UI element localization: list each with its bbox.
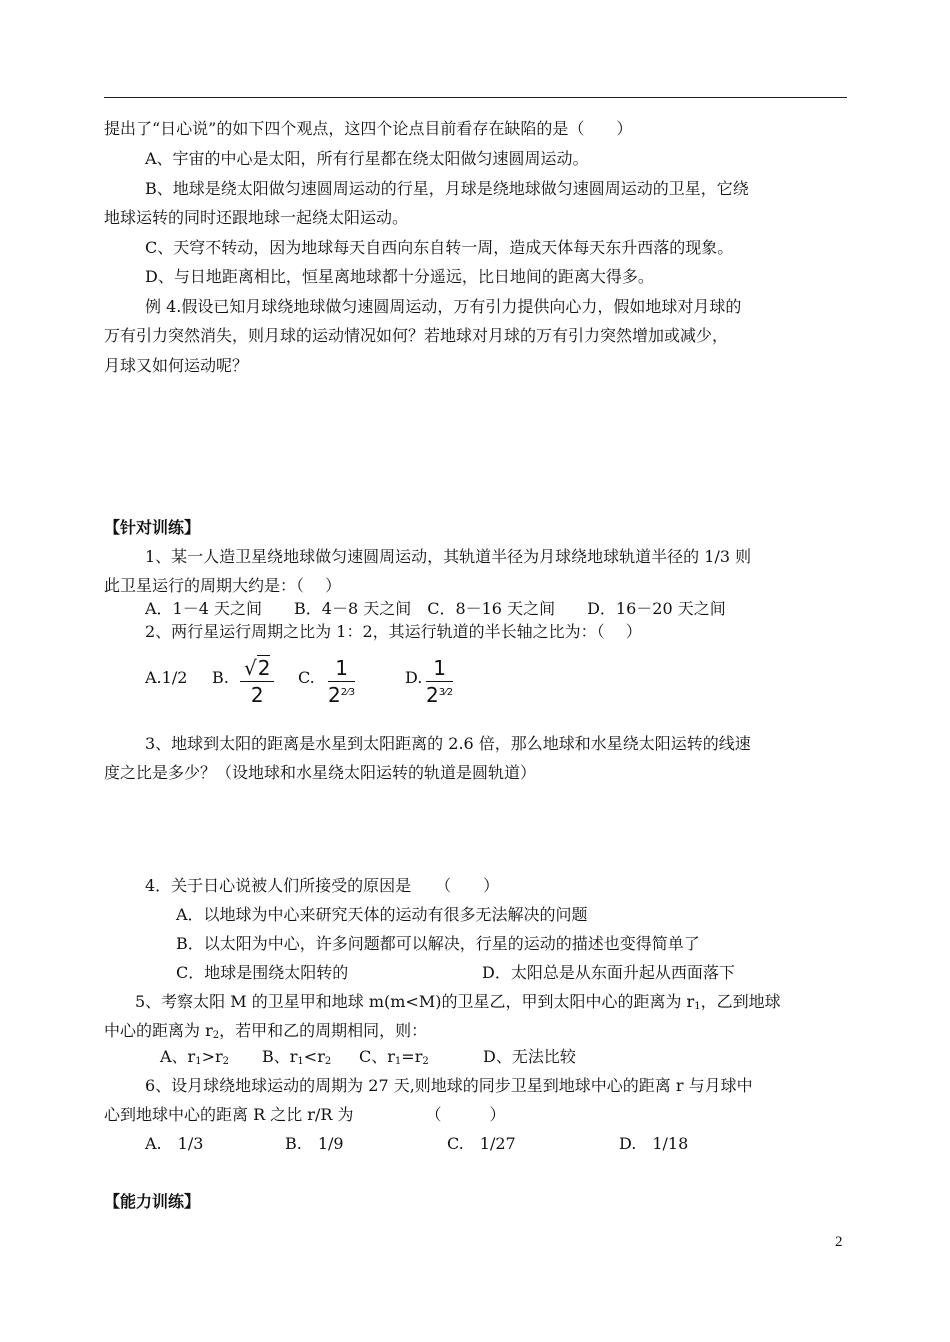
q3-line1: 3、地球到太阳的距离是水星到太阳距离的 2.6 倍，那么地球和水星绕太阳运转的线速 [145,734,751,753]
q2-option-a: A.1/2 [145,668,188,687]
q2-c-base: 2 [328,683,341,707]
q3-line2: 度之比是多少？（设地球和水星绕太阳运转的轨道是圆轨道） [104,763,537,782]
q2-option-b-fraction: √2 2 [240,655,274,708]
q6-option-d: D. 1/18 [619,1134,689,1153]
page-number: 2 [835,1234,843,1250]
q6-option-b: B. 1/9 [285,1134,344,1153]
q1-line1: 1、某一人造卫星绕地球做匀速圆周运动，其轨道半径为月球绕地球轨道半径的 1/3 则 [145,547,752,566]
q4-stem: 4．关于日心说被人们所接受的原因是 （ ） [145,876,500,895]
q6-line2: 心到地球中心的距离 R 之比 r/R 为 （ ） [104,1105,506,1124]
q2-option-c-fraction [328,655,355,708]
q2-b-denominator: 2 [250,683,264,707]
option-a: A、宇宙的中心是太阳，所有行星都在绕太阳做匀速圆周运动。 [145,149,589,168]
q6-option-c: C. 1/27 [447,1134,516,1153]
q2-c-numerator: 1 [335,656,348,680]
q5-option-c: C、$r_1=r_2$ [359,1047,429,1067]
section-title-ability: 【能力训练】 [104,1192,201,1211]
q5-line2: 中心的距离为 $r_2$，若甲和乙的周期相同，则： [104,1021,428,1041]
q1-line2: 此卫星运行的周期大约是：（ ） [104,576,342,595]
option-c: C、天穹不转动，因为地球每天自西向东自转一周，造成天体每天东升西落的现象。 [145,238,734,257]
option-b-line1: B、地球是绕太阳做匀速圆周运动的行星，月球是绕地球做匀速圆周运动的卫星，它绕 [145,179,749,198]
q2-d-exponent: 3⁄2 [438,687,454,698]
example4-line1: 例 4.假设已知月球绕地球做匀速圆周运动，万有引力提供向心力，假如地球对月球的 [145,297,742,316]
q4-option-a: A．以地球为中心来研究天体的运动有很多无法解决的问题 [176,905,588,924]
q6-line1: 6、设月球绕地球运动的周期为 27 天,则地球的同步卫星到地球中心的距离 r 与月球中 [145,1076,753,1095]
example4-line3: 月球又如何运动呢？ [104,356,249,375]
q5-option-a: A、$r_1>r_2$ [160,1047,230,1067]
q4-option-b: B．以太阳为中心，许多问题都可以解决，行星的运动的描述也变得简单了 [176,934,700,953]
q2-option-d-label: D. [405,668,423,687]
section-title-targeted: 【针对训练】 [104,518,201,537]
q6-option-a: A. 1/3 [145,1134,204,1153]
q1-options: A．1－4 天之间 B．4－8 天之间 C．8－16 天之间 D．16－20 天之间 [145,599,726,618]
intro-line: 提出了“日心说”的如下四个观点，这四个论点目前看存在缺陷的是（ ） [104,119,633,138]
q5-option-b: B、$r_1<r_2$ [262,1047,332,1067]
q2-b-radicand: 2 [257,656,271,680]
q4-option-c: C．地球是围绕太阳转的 [176,963,349,982]
q2-d-numerator: 1 [433,656,446,680]
q4-option-d: D．太阳总是从东面升起从西面落下 [482,963,735,982]
q5-option-d: D、无法比较 [483,1047,576,1066]
q2-option-c-label: C. [298,668,315,687]
q2-d-base: 2 [426,683,439,707]
example4-line2: 万有引力突然消失，则月球的运动情况如何？若地球对月球的万有引力突然增加或减少， [104,326,729,345]
q2-stem: 2、两行星运行周期之比为 1：2，其运行轨道的半长轴之比为：（ ） [145,622,642,641]
q2-option-d-fraction [426,655,453,708]
option-d: D、与日地距离相比，恒星离地球都十分遥远，比日地间的距离大得多。 [145,267,654,286]
q5-line1: 5、考察太阳 M 的卫星甲和地球 m(m<M)的卫星乙，甲到太阳中心的距离为 $r_1$，乙到地球 [135,992,781,1012]
q2-c-exponent: 2⁄3 [340,687,356,698]
option-b-line2: 地球运转的同时还跟地球一起绕太阳运动。 [104,208,409,227]
q2-option-b-label: B. [212,668,229,687]
header-rule [104,97,847,98]
